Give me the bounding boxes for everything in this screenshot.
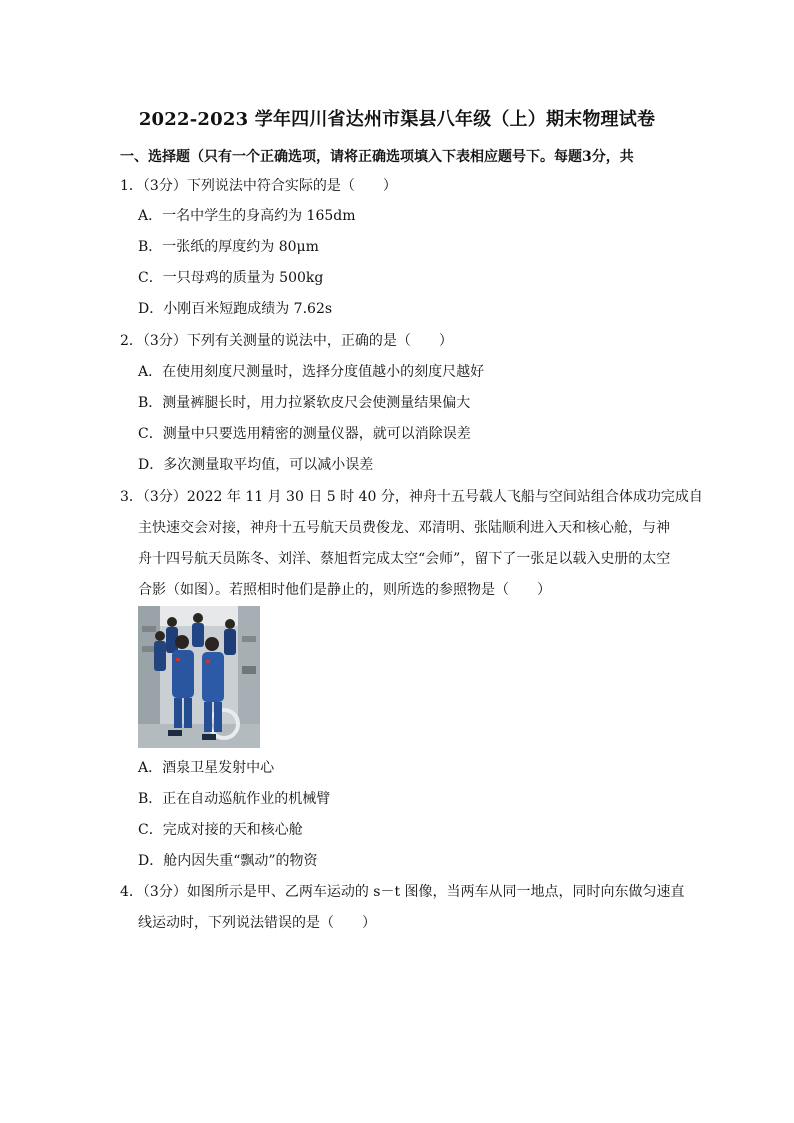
question-3-stem-line-4: 合影（如图）。若照相时他们是静止的，则所选的参照物是（ ）: [138, 582, 551, 598]
question-3-stem-line-3: 舟十四号航天员陈冬、刘洋、蔡旭哲完成太空“会师”，留下了一张足以载入史册的太空: [138, 551, 671, 567]
page-title: 2022-2023 学年四川省达州市渠县八年级（上）期末物理试卷: [138, 109, 656, 130]
question-3-option-d: D．舱内因失重“飘动”的物资: [138, 853, 318, 869]
question-1-option-b: B．一张纸的厚度约为 80μm: [138, 239, 319, 255]
question-2-option-c: C．测量中只要选用精密的测量仪器，就可以消除误差: [138, 426, 471, 442]
question-3-option-a: A．酒泉卫星发射中心: [138, 760, 275, 776]
question-4-stem-line-1: 4．（3分）如图所示是甲、乙两车运动的 s－t 图像，当两车从同一地点，同时向东做匀速直: [120, 884, 685, 900]
question-2-option-a: A．在使用刻度尺测量时，选择分度值越小的刻度尺越好: [138, 364, 485, 380]
question-3-stem-line-1: 3．（3分）2022 年 11 月 30 日 5 时 40 分，神舟十五号载人飞船与空间站组合体成功完成自: [120, 489, 703, 505]
question-3-stem-line-2: 主快速交会对接，神舟十五号航天员费俊龙、邓清明、张陆顺利进入天和核心舱，与神: [138, 520, 670, 536]
astronaut-photo: [138, 606, 260, 748]
question-1-option-a: A．一名中学生的身高约为 165dm: [138, 208, 356, 224]
question-2-stem: 2．（3分）下列有关测量的说法中，正确的是（ ）: [120, 333, 453, 349]
question-2-option-b: B．测量裤腿长时，用力拉紧软皮尺会使测量结果偏大: [138, 395, 471, 411]
question-1-stem: 1．（3分）下列说法中符合实际的是（ ）: [120, 178, 397, 194]
question-4-stem-line-2: 线运动时，下列说法错误的是（ ）: [138, 915, 376, 931]
question-2-option-d: D．多次测量取平均值，可以减小误差: [138, 457, 374, 473]
question-3-option-b: B．正在自动巡航作业的机械臂: [138, 791, 331, 807]
section-heading: 一、选择题（只有一个正确选项，请将正确选项填入下表相应题号下。每题3分，共: [120, 149, 634, 165]
question-1-option-c: C．一只母鸡的质量为 500kg: [138, 270, 324, 286]
question-1-option-d: D．小刚百米短跑成绩为 7.62s: [138, 301, 333, 317]
question-3-option-c: C．完成对接的天和核心舱: [138, 822, 303, 838]
